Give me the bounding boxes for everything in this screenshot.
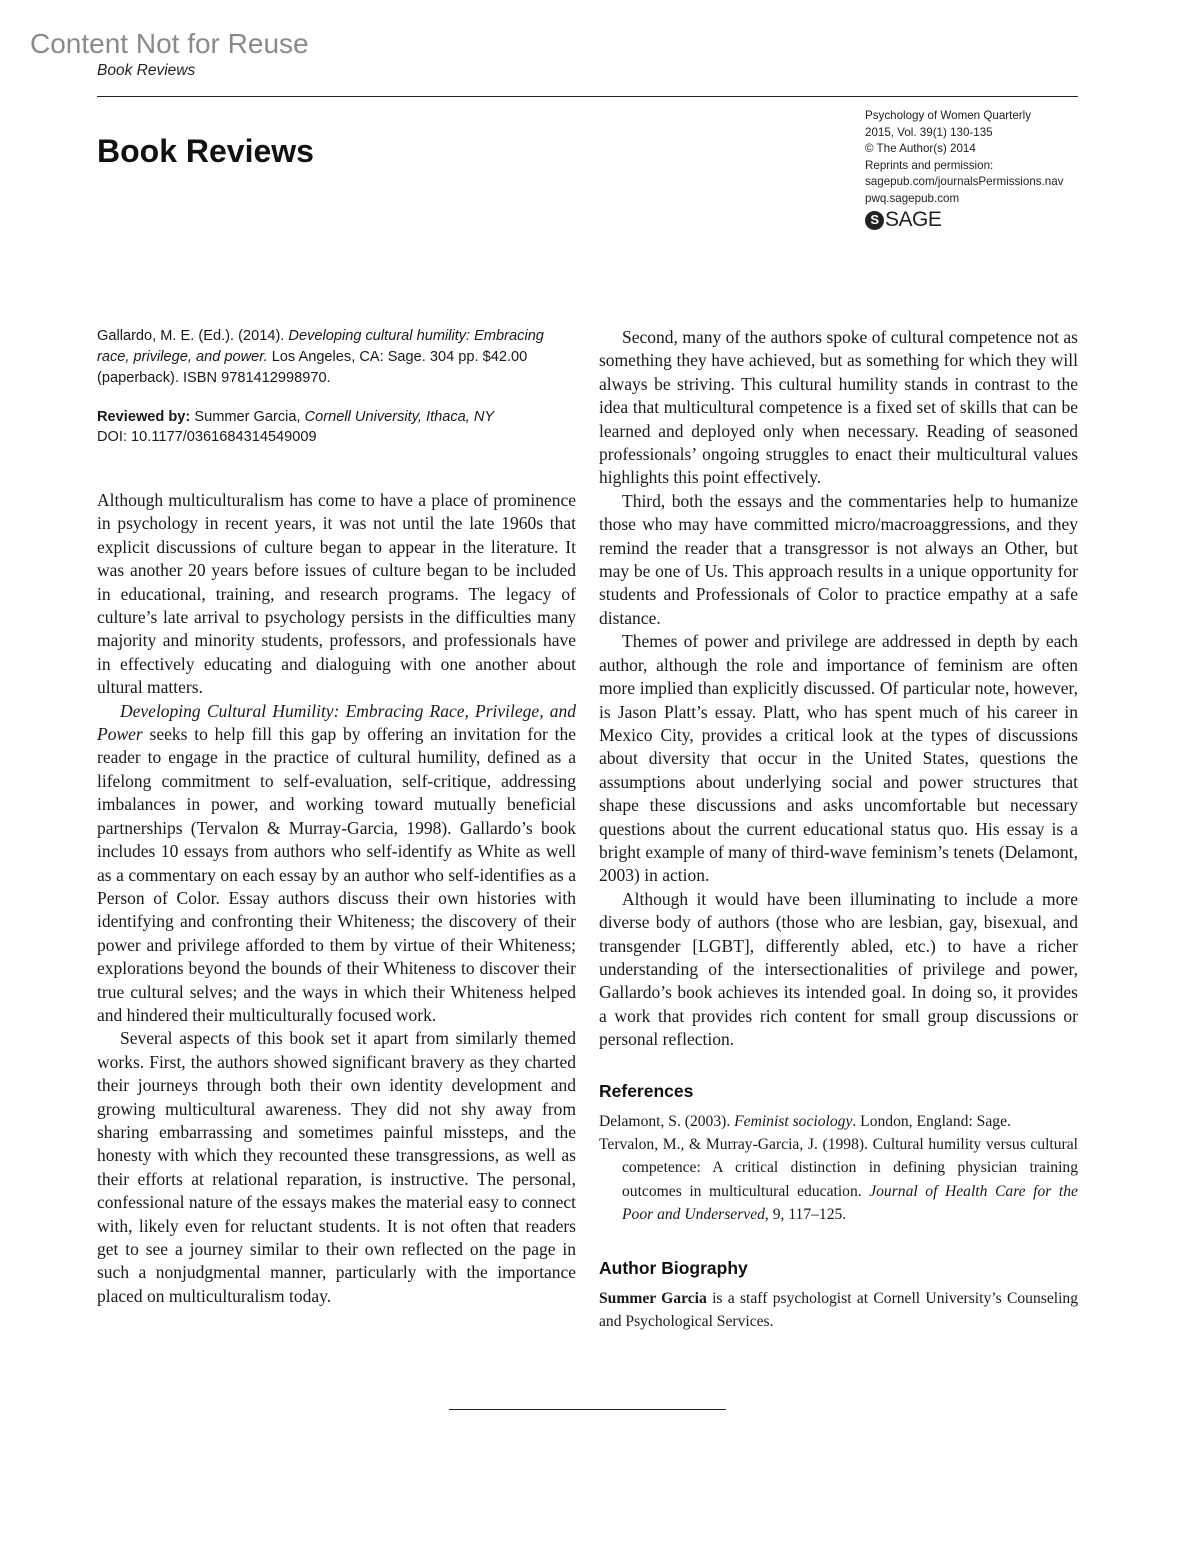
citation-details: Los Angeles, CA: Sage. 304 pp. $42.00 (paperback). ISBN 9781412998970. xyxy=(97,349,528,386)
citation-title: Developing cultural humility: Embracing race, privilege, and power. xyxy=(97,328,544,365)
paragraph: Although multiculturalism has come to have a place of prominence in psychology in recent years, it was not until the late 1960s that explicit discussions of culture began to appear in the literature. It was another 20 years before issues of culture began to be included in educational, training, and research programs. The legacy of culture’s late arrival to psychology persists in the difficulties many majority and minority students, professors, and professionals have in effectively educating and dialoguing with one another about ultural matters. xyxy=(97,490,576,698)
biography-heading: Author Biography xyxy=(599,1257,748,1278)
section-title: Book Reviews xyxy=(97,133,314,169)
citation-authors: Gallardo, M. E. (Ed.). (2014). xyxy=(97,328,285,344)
journal-info xyxy=(865,108,1063,230)
reference-title: Feminist sociology xyxy=(734,1112,853,1130)
references-list xyxy=(599,1110,1078,1227)
left-column xyxy=(97,326,576,1308)
right-column xyxy=(599,326,1078,1333)
book-title-inline: Developing Cultural Humility: Embracing Race, Privilege, and Power xyxy=(97,700,576,745)
paragraph: Third, both the essays and the commentaries help to humanize those who may have committed micro/macroaggressions, and they remind the reader that a transgressor is not always an Other, but may be one of Us. This approach results in a unique opportunity for students and Professionals of Color to practice empathy at a safe distance. xyxy=(599,490,1078,628)
reference-text: Tervalon, M., & Murray-Garcia, J. (1998). Cultural humility versus cultural competence: A critical distinction in defining physician training outcomes in multicultural education. xyxy=(599,1136,1078,1200)
paragraph-text: seeks to help fill this gap by offering an invitation for the reader to engage in the practice of cultural humility, defined as a lifelong commitment to self-evaluation, self-critique, addressing imbalances in power, and working toward mutually beneficial partnerships (Tervalon & Murray-Garcia, 1998). Gallardo’s book includes 10 essays from authors who self-identify as White as well as a commentary on each essay by an author who self-identifies as a Person of Color. Essay authors discuss their own histories with identifying and confronting their Whiteness; the discovery of their power and privilege afforded to them by virtue of their Whiteness; explorations beyond the bounds of their Whiteness to discover their true cultural selves; and the ways in which their Whiteness helped and hindered their multiculturally focused work. xyxy=(97,724,576,1025)
reviewer-block xyxy=(97,407,576,447)
paragraph xyxy=(97,700,576,1028)
journal-site: pwq.sagepub.com xyxy=(865,191,960,205)
doi: DOI: 10.1177/0361684314549009 xyxy=(97,429,317,445)
end-rule xyxy=(449,1409,726,1410)
reference-text: , 9, 117–125. xyxy=(764,1206,847,1224)
sage-logo-icon: S xyxy=(865,211,884,230)
header-rule xyxy=(97,96,1078,97)
journal-name: Psychology of Women Quarterly xyxy=(865,109,1032,122)
reference-title: Journal of Health Care for the Poor and Underserved xyxy=(622,1182,1078,1224)
right-body xyxy=(599,326,1078,1052)
reference-item xyxy=(599,1110,1078,1133)
paragraph: Second, many of the authors spoke of cultural competence not as something they have achieved, but as something for which they will always be striving. This cultural humility stands in contrast to the idea that multicultural competence is a fixed set of skills that can be learned and deployed only when necessary. Reading of seasoned professionals’ ongoing struggles to enact their multicultural values highlights this point effectively. xyxy=(599,327,1078,488)
references-heading: References xyxy=(599,1080,694,1101)
journal-volume: 2015, Vol. 39(1) 130-135 xyxy=(865,125,993,139)
reprints-line: Reprints and permission: xyxy=(865,158,994,172)
paragraph: Although it would have been illuminating to include a more diverse body of authors (those who are lesbian, gay, bisexual, and transgender [LGBT], differently abled, etc.) to have a richer understanding of the intersectionalities of privilege and power, Gallardo’s book achieves its intended goal. In doing so, it provides a work that provides rich content for small group discussions or personal reflection. xyxy=(599,888,1078,1050)
reviewer-name: Summer Garcia, xyxy=(194,409,301,425)
biography-text: is a staff psychologist at Cornell University’s Counseling and Psychological Services. xyxy=(599,1289,1078,1331)
biography xyxy=(599,1287,1078,1334)
biography-name: Summer Garcia xyxy=(599,1289,707,1307)
book-citation xyxy=(97,326,576,389)
reference-text: . London, England: Sage. xyxy=(852,1112,1011,1130)
publisher-name: SAGE xyxy=(885,207,942,231)
reviewer-affiliation: Cornell University, Ithaca, NY xyxy=(304,409,495,425)
sage-logo xyxy=(865,207,1063,231)
left-body xyxy=(97,489,576,1308)
permissions-url: sagepub.com/journalsPermissions.nav xyxy=(865,175,1064,189)
reviewer-label: Reviewed by: xyxy=(97,409,191,425)
copyright-line: © The Author(s) 2014 xyxy=(865,142,976,156)
running-head: Book Reviews xyxy=(97,62,196,79)
reference-text: Delamont, S. (2003). xyxy=(599,1112,735,1130)
watermark: Content Not for Reuse xyxy=(30,28,309,59)
reference-item xyxy=(599,1133,1078,1227)
paragraph: Several aspects of this book set it apart from similarly themed works. First, the authors showed significant bravery as they charted their journeys through both their own identity development and growing multicultural awareness. They did not shy away from sharing embarrassing and sometimes painful missteps, and the honesty with which they recounted these transgressions, as well as their efforts at relational reparation, is instructive. The personal, confessional nature of the essays makes the material easy to connect with, likely even for reluctant students. It is not often that readers get to see a journey similar to their own reflected on the page in such a nonjudgmental manner, particularly with the importance placed on multiculturalism today. xyxy=(97,1028,576,1306)
paragraph: Themes of power and privilege are addressed in depth by each author, although the role and importance of feminism are often more implied than explicitly discussed. Of particular note, however, is Jason Platt’s essay. Platt, who has spent much of his career in Mexico City, provides a critical look at the types of discussions about diversity that occur in the United States, questions the assumptions about underlying social and power structures that shape these discussions and asks uncomfortable but necessary questions about the current educational status quo. His essay is a bright example of many of third-wave feminism’s tenets (Delamont, 2003) in action. xyxy=(599,631,1078,886)
